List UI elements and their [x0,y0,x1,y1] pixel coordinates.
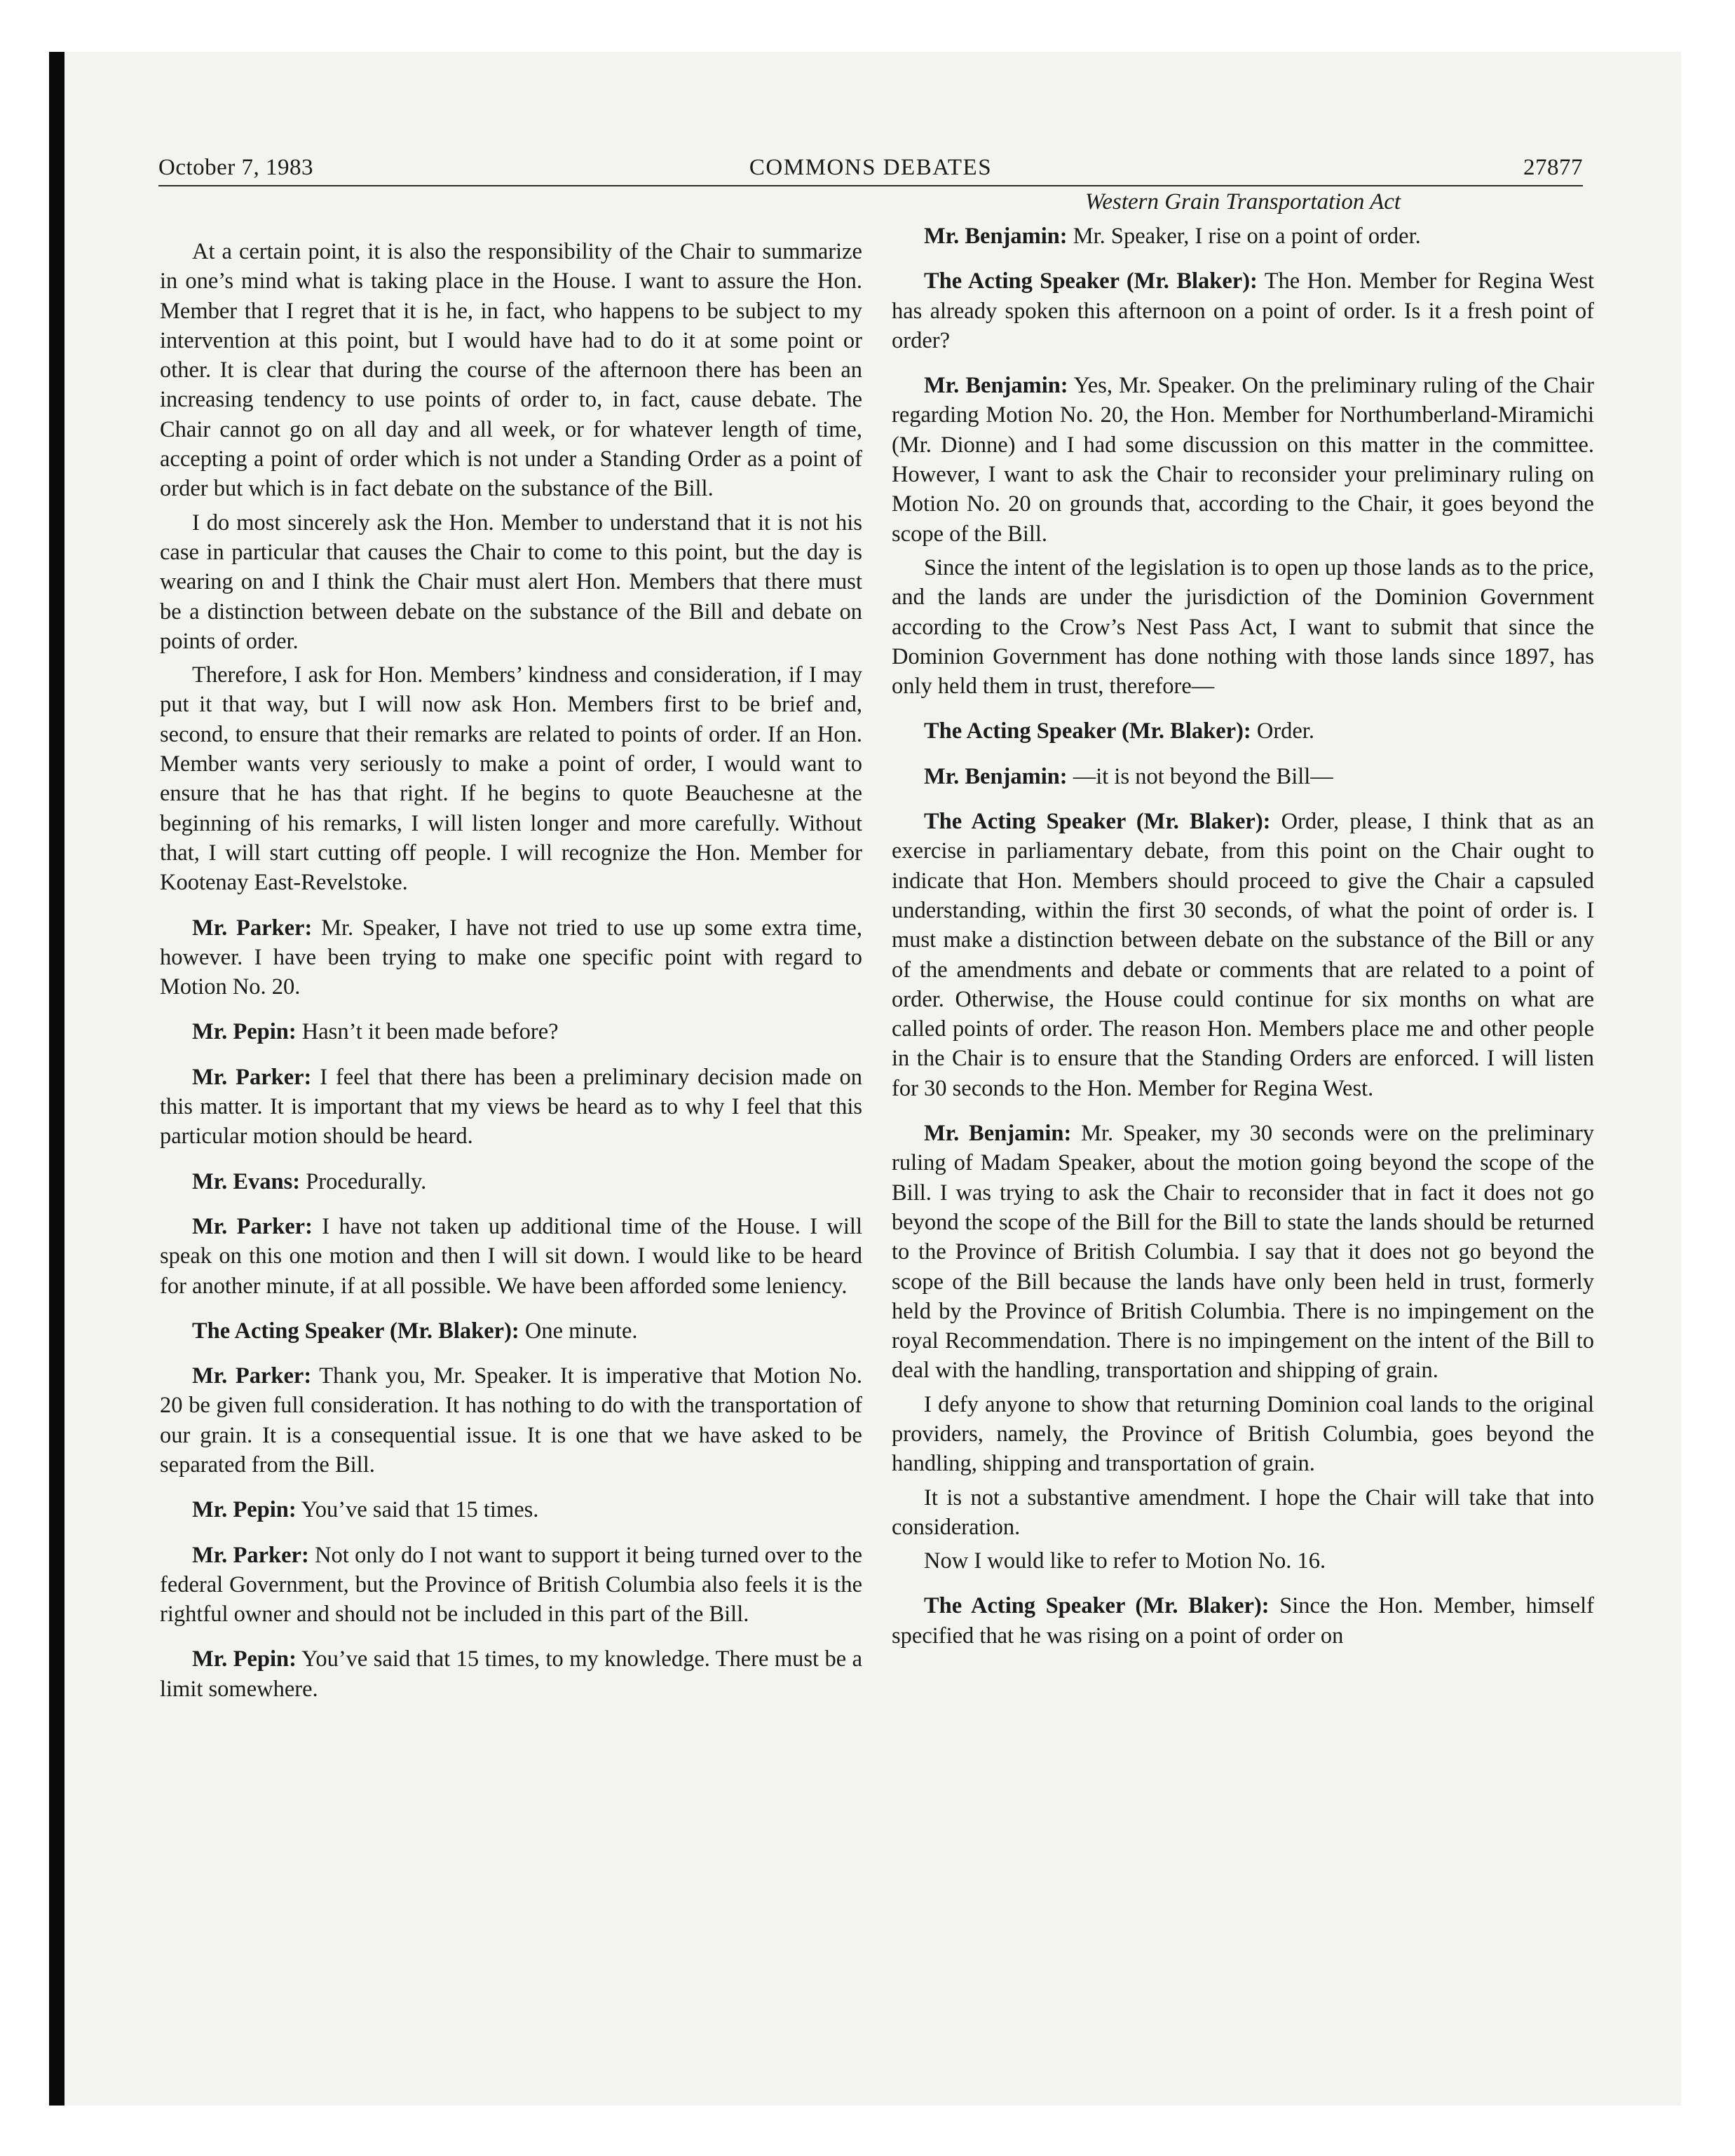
speaker-name: Mr. Pepin: [192,1019,297,1045]
paragraph-text: Yes, Mr. Speaker. On the preliminary ruling of the Chair regarding Motion No. 20, the Hon. Member for Northumberland-Miramichi (Mr. Dionne) and I had some discussion on this matter in the committee. However, I want to ask the Chair to reconsider your preliminary ruling on Motion No. 20 on grounds that, according to the Chair, it goes beyond the scope of the Bill. [892,373,1594,547]
speaker-name: The Acting Speaker (Mr. Blaker): [192,1318,519,1344]
paragraph [892,1546,1594,1576]
speaker-name: Mr. Parker: [192,1064,312,1090]
paragraph-text: —it is not beyond the Bill— [1073,763,1333,789]
speaker-name: Mr. Parker: [192,1213,313,1239]
header-title: COMMONS DEBATES [749,155,993,180]
paragraph-text: Order, please, I think that as an exercise in parliamentary debate, from this point on the Chair ought to indicate that Hon. Members should proceed to give the Chair a capsuled understanding, within the first 30 seconds, of what the point of order is. I must make a distinction between debate on the substance of the Bill or any of the amendments and debate or comments that are related to a point of order. Otherwise, the House could continue for six months on what are called points of order. The reason Hon. Members place me and other people in the Chair is to ensure that the Standing Orders are enforced. I will listen for 30 seconds to the Hon. Member for Regina West. [892,809,1595,1101]
speaker-name: Mr. Parker: [192,1363,312,1389]
paragraph [892,716,1594,746]
speaker-name: The Acting Speaker (Mr. Blaker): [924,268,1258,294]
paragraph-text: Since the intent of the legislation is to open up those lands as to the price, and the lands are under the jurisdiction of the Dominion Government according to the Crow’s Nest Pass Act, I want to submit that since the Dominion Government has done nothing with those lands since 1897, has only held them in trust, therefore— [892,554,1594,700]
paragraph [892,221,1594,251]
paragraph [892,807,1594,1103]
speaker-name: The Acting Speaker (Mr. Blaker): [924,718,1251,744]
speaker-name: Mr. Pepin: [192,1497,297,1523]
paragraph-text: Procedurally. [306,1168,427,1194]
paragraph-text: It is not a substantive amendment. I hope the Chair will take that into consideration. [892,1485,1594,1540]
paragraph [160,1063,862,1152]
paragraph-text: Order. [1256,718,1314,744]
speaker-name: Mr. Benjamin: [924,373,1068,399]
paragraph-text: At a certain point, it is also the responsibility of the Chair to summarize in one’s mind what is taking place in the House. I want to assure the Hon. Member that I regret that it is he, in fact, who happens to be subject to my intervention at this point, but I would have had to do it at some point or other. It is clear that during the course of the afternoon there has been an increasing tendency to use points of order to, in fact, cause debate. The Chair cannot go on all day and all week, or for whatever length of time, accepting a point of order which is not under a Standing Order as a point of order but which is in fact debate on the substance of the Bill. [160,239,862,502]
paragraph-text: I defy anyone to show that returning Dominion coal lands to the original providers, namely, the Province of British Columbia, goes beyond the handling, shipping and transportation of grain. [892,1391,1594,1477]
speaker-name: Mr. Parker: [192,915,313,941]
left-column [160,237,862,1704]
paragraph-text: You’ve said that 15 times, to my knowledge. There must be a limit somewhere. [160,1646,862,1702]
paragraph-text: I feel that there has been a preliminary decision made on this matter. It is important that my views be heard as to why I feel that this particular motion should be heard. [160,1064,862,1149]
speaker-name: The Acting Speaker (Mr. Blaker): [924,809,1271,835]
paragraph-text: Thank you, Mr. Speaker. It is imperative that Motion No. 20 be given full consideration. It has nothing to do with the transportation of our grain. It is a consequential issue. It is one that we have asked to be separated from the Bill. [160,1363,862,1478]
paragraph-text: I do most sincerely ask the Hon. Member to understand that it is not his case in particular that causes the Chair to come to this point, but the day is wearing on and I think the Chair must alert Hon. Members that there must be a distinction between debate on the substance of the Bill and debate on points of order. [160,510,862,654]
page-number: 27877 [1523,155,1583,180]
paragraph-text: Mr. Speaker, I rise on a point of order. [1073,224,1421,249]
paragraph [892,1390,1594,1479]
speaker-name: Mr. Parker: [192,1542,309,1568]
paragraph-text: Now I would like to refer to Motion No. 16. [924,1548,1326,1574]
paragraph-text: The Hon. Member for Regina West has already spoken this afternoon on a point of order. Is it a fresh point of order? [892,268,1594,353]
binding-edge [49,52,64,2106]
paragraph [892,553,1594,701]
paragraph [160,913,862,1002]
paragraph [892,762,1594,791]
paragraph [892,371,1594,549]
paragraph [160,1316,862,1346]
speaker-name: Mr. Pepin: [192,1646,297,1672]
right-column [892,186,1594,1651]
paragraph [892,1483,1594,1543]
paragraph [160,237,862,504]
paragraph-text: One minute. [524,1318,638,1344]
paragraph-text: Mr. Speaker, my 30 seconds were on the preliminary ruling of Madam Speaker, about the motion going beyond the scope of the Bill. I was trying to ask the Chair to reconsider that in fact it does not go beyond the scope of the Bill for the Bill to state the lands should be returned to the Province of British Columbia. I say that it does not go beyond the scope of the Bill because the lands have only been held in trust, formerly held by the Province of British Columbia. There is no impingement on the royal Recommendation. There is no impingement on the intent of the Bill to deal with the handling, transportation and shipping of grain. [892,1121,1595,1384]
paragraph [160,660,862,897]
paragraph [160,1017,862,1046]
speaker-name: The Acting Speaker (Mr. Blaker): [924,1593,1270,1619]
speaker-name: Mr. Benjamin: [924,1121,1072,1147]
paragraph [160,508,862,656]
paragraph [160,1212,862,1301]
paragraph [160,1495,862,1524]
paragraph [892,266,1594,355]
paragraph [160,1167,862,1196]
right-column-body [892,221,1594,1651]
paragraph-text: Hasn’t it been made before? [301,1019,559,1045]
paragraph-text: Therefore, I ask for Hon. Members’ kindness and consideration, if I may put it that way, but I will now ask Hon. Members first to be brief and, second, to ensure that their remarks are related to points of order. If an Hon. Member wants very seriously to make a point of order, I would want to ensure that he has that right. If he begins to quote Beauchesne at the beginning of his remarks, I will listen longer and more carefully. Without that, I will start cutting off people. I will recognize the Hon. Member for Kootenay East-Revelstoke. [160,662,862,896]
speaker-name: Mr. Benjamin: [924,763,1068,789]
paragraph [892,1119,1594,1386]
paragraph-text: You’ve said that 15 times. [301,1497,539,1523]
paragraph [160,1361,862,1480]
page-header [158,140,1583,186]
paragraph [160,1644,862,1704]
section-subheading: Western Grain Transportation Act [1084,189,1401,214]
paragraph [892,1591,1594,1651]
speaker-name: Mr. Evans: [192,1168,301,1194]
paragraph-text: Mr. Speaker, I have not tried to use up some extra time, however. I have been trying to make one specific point with regard to Motion No. 20. [160,915,862,1000]
speaker-name: Mr. Benjamin: [924,224,1068,249]
paragraph-text: Since the Hon. Member, himself specified that he was rising on a point of order on [892,1593,1594,1649]
header-date: October 7, 1983 [158,155,314,180]
paragraph [160,1541,862,1630]
paragraph-text: I have not taken up additional time of the House. I will speak on this one motion and then I will sit down. I would like to be heard for another minute, if at all possible. We have been afforded some leniency. [160,1213,862,1299]
paragraph-text: Not only do I not want to support it being turned over to the federal Government, but the Province of British Columbia also feels it is the rightful owner and should not be included in this part of the Bill. [160,1542,862,1628]
